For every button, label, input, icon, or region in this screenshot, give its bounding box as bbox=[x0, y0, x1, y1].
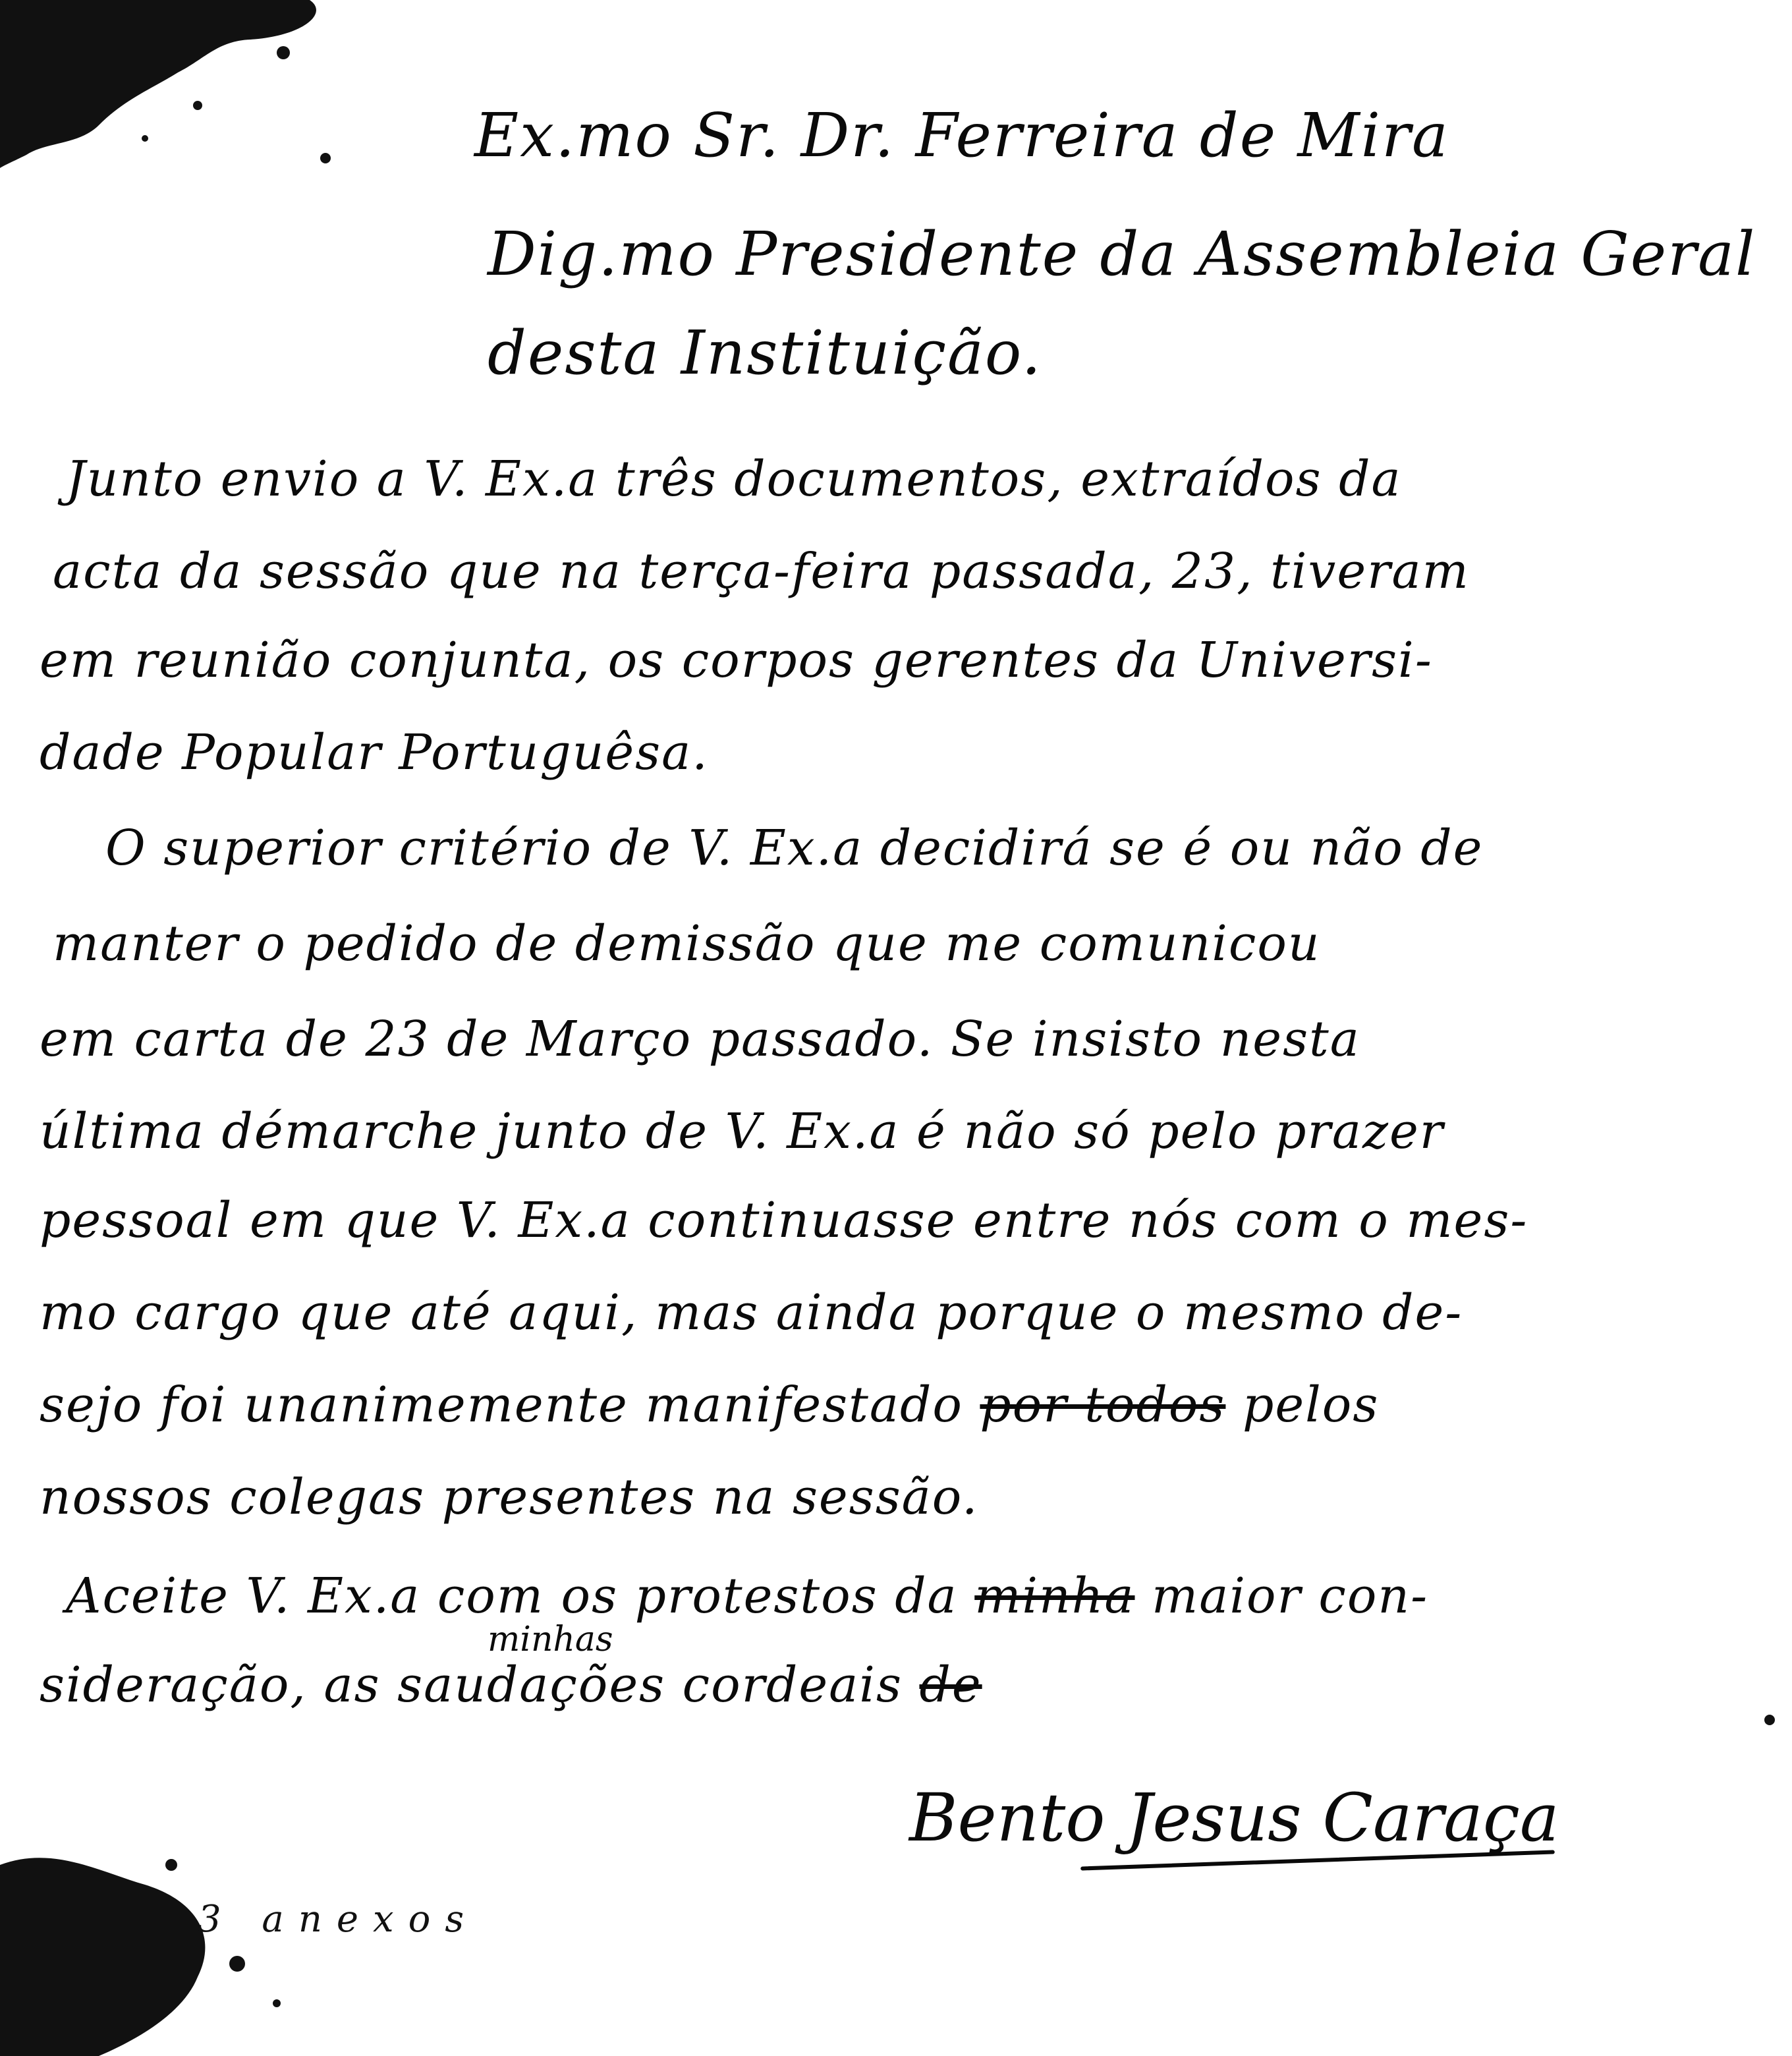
paragraph-2-line-7-text: sejo foi unanimemente manifestado bbox=[40, 1377, 963, 1433]
struck-out-words: por todos bbox=[980, 1377, 1226, 1433]
address-line-2: Dig.mo Presidente da Assembleia Geral bbox=[488, 219, 1756, 289]
paragraph-1-line-2: acta da sessão que na terça-feira passada, 23, tiveram bbox=[53, 543, 1470, 600]
paragraph-2-line-6: mo cargo que até aqui, mas ainda porque o mesmo de- bbox=[40, 1284, 1463, 1341]
closing-line-1-end: maior con- bbox=[1152, 1568, 1429, 1624]
closing-line-1-start: Aceite V. Ex.a com os protestos da bbox=[66, 1568, 958, 1624]
address-line-1: Ex.mo Sr. Dr. Ferreira de Mira bbox=[474, 100, 1449, 171]
enclosure-note: 3 anexos bbox=[198, 1898, 479, 1941]
paragraph-2-line-1: O superior critério de V. Ex.a decidirá se é ou não de bbox=[105, 820, 1484, 876]
bottom-left-ink-blot bbox=[0, 1839, 369, 2056]
closing-line-2-start: sideração, as bbox=[40, 1657, 381, 1713]
paragraph-2-line-3: em carta de 23 de Março passado. Se insisto nesta bbox=[40, 1011, 1360, 1068]
stray-dot-right bbox=[1763, 1713, 1776, 1727]
paragraph-2-line-4: última démarche junto de V. Ex.a é não só pelo prazer bbox=[40, 1103, 1445, 1160]
paragraph-2-line-2: manter o pedido de demissão que me comunicou bbox=[53, 915, 1321, 972]
paragraph-2-line-7-end: pelos bbox=[1242, 1377, 1380, 1433]
struck-out-word-minha: minha bbox=[974, 1568, 1135, 1624]
paragraph-1-line-4: dade Popular Portuguêsa. bbox=[40, 724, 709, 781]
address-line-3: desta Instituição. bbox=[488, 318, 1042, 388]
signature: Bento Jesus Caraça bbox=[909, 1779, 1559, 1856]
paragraph-1-line-1: Junto envio a V. Ex.a três documentos, extraídos da bbox=[66, 451, 1402, 507]
stray-dot-top bbox=[319, 152, 332, 165]
paragraph-2-line-8: nossos colegas presentes na sessão. bbox=[40, 1469, 979, 1526]
paragraph-2-line-7 bbox=[40, 1377, 1380, 1433]
inserted-word-above-line: minhas bbox=[488, 1620, 613, 1659]
paragraph-2-line-5: pessoal em que V. Ex.a continuasse entre nós com o mes- bbox=[40, 1192, 1528, 1249]
closing-line-2 bbox=[40, 1657, 982, 1713]
top-left-ink-blot bbox=[0, 0, 343, 171]
closing-line-1 bbox=[66, 1568, 1429, 1624]
struck-out-word-de: de bbox=[919, 1657, 982, 1713]
paragraph-1-line-3: em reunião conjunta, os corpos gerentes da Universi- bbox=[40, 632, 1433, 689]
closing-line-2-end: saudações cordeais bbox=[397, 1657, 903, 1713]
